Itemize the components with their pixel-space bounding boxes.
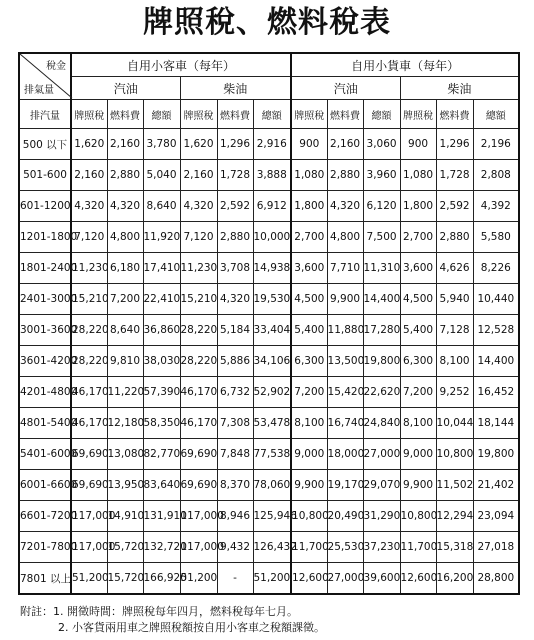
table-row: [19, 129, 519, 160]
displacement-cell: 7201-7800: [19, 532, 71, 563]
tax-value-cell: 69,690: [71, 470, 107, 501]
tax-value-cell: 51,200: [71, 563, 107, 595]
tax-value-cell: 125,946: [253, 501, 291, 532]
tax-value-cell: 5,886: [217, 346, 253, 377]
tax-value-cell: 8,226: [473, 253, 519, 284]
tax-value-cell: 7,200: [291, 377, 327, 408]
tax-value-cell: 19,800: [473, 439, 519, 470]
footnotes: [20, 604, 520, 636]
tax-value-cell: 3,888: [253, 160, 291, 191]
tax-value-cell: 117,000: [71, 532, 107, 563]
table-row: [19, 532, 519, 563]
tax-value-cell: 69,690: [180, 470, 217, 501]
tax-value-cell: 17,280: [363, 315, 400, 346]
fuel-header-truck-diesel: 柴油: [400, 77, 519, 100]
column-header-fuel-fee: 燃料費: [107, 100, 143, 129]
tax-value-cell: 78,060: [253, 470, 291, 501]
tax-value-cell: 39,600: [363, 563, 400, 595]
tax-value-cell: 4,392: [473, 191, 519, 222]
tax-value-cell: 27,018: [473, 532, 519, 563]
tax-value-cell: 15,210: [71, 284, 107, 315]
column-header-displacement: 排汽量: [19, 100, 71, 129]
tax-value-cell: 11,700: [291, 532, 327, 563]
tax-value-cell: 126,432: [253, 532, 291, 563]
tax-value-cell: 2,808: [473, 160, 519, 191]
tax-value-cell: 2,160: [107, 129, 143, 160]
tax-value-cell: 14,400: [473, 346, 519, 377]
tax-value-cell: 46,170: [71, 377, 107, 408]
tax-value-cell: 2,880: [217, 222, 253, 253]
group-header-passenger-car: 自用小客車（每年）: [71, 53, 291, 77]
tax-value-cell: 18,000: [327, 439, 363, 470]
table-row: [19, 191, 519, 222]
tax-value-cell: 28,220: [71, 346, 107, 377]
tax-value-cell: 4,320: [107, 191, 143, 222]
tax-value-cell: 2,160: [71, 160, 107, 191]
tax-value-cell: 9,810: [107, 346, 143, 377]
tax-value-cell: 5,940: [436, 284, 473, 315]
table-row: [19, 160, 519, 191]
table-row: [19, 501, 519, 532]
tax-value-cell: 13,080: [107, 439, 143, 470]
tax-value-cell: 24,840: [363, 408, 400, 439]
tax-value-cell: 1,296: [436, 129, 473, 160]
tax-value-cell: 2,160: [327, 129, 363, 160]
tax-value-cell: 3,960: [363, 160, 400, 191]
footnote-2: 2. 小客貨兩用車之牌照稅額按自用小客車之稅額課徵。: [58, 621, 325, 634]
footnote-1: 附註：1. 開徵時間：牌照稅每年四月，燃料稅每年七月。: [20, 605, 298, 618]
tax-value-cell: 19,530: [253, 284, 291, 315]
displacement-cell: 6601-7200: [19, 501, 71, 532]
fuel-header-truck-gasoline: 汽油: [291, 77, 400, 100]
tax-value-cell: 1,728: [217, 160, 253, 191]
tax-value-cell: 6,120: [363, 191, 400, 222]
tax-value-cell: 166,920: [143, 563, 180, 595]
tax-value-cell: 5,400: [291, 315, 327, 346]
tax-value-cell: 9,000: [291, 439, 327, 470]
tax-value-cell: 6,180: [107, 253, 143, 284]
tax-value-cell: 15,420: [327, 377, 363, 408]
column-header-fuel-fee: 燃料費: [327, 100, 363, 129]
tax-value-cell: 27,000: [327, 563, 363, 595]
displacement-cell: 2401-3000: [19, 284, 71, 315]
tax-value-cell: 38,030: [143, 346, 180, 377]
tax-value-cell: 58,350: [143, 408, 180, 439]
tax-value-cell: 9,432: [217, 532, 253, 563]
tax-value-cell: 83,640: [143, 470, 180, 501]
table-row: [19, 470, 519, 501]
tax-value-cell: 46,170: [180, 377, 217, 408]
column-header-license-tax: 牌照稅: [291, 100, 327, 129]
tax-value-cell: 1,800: [291, 191, 327, 222]
page-title: 牌照稅、燃料稅表: [143, 5, 391, 40]
tax-value-cell: 1,800: [400, 191, 436, 222]
table-row: [19, 315, 519, 346]
tax-value-cell: 13,950: [107, 470, 143, 501]
tax-value-cell: 69,690: [180, 439, 217, 470]
tax-value-cell: 1,080: [291, 160, 327, 191]
tax-value-cell: 21,402: [473, 470, 519, 501]
tax-value-cell: 117,000: [180, 501, 217, 532]
tax-value-cell: 2,700: [400, 222, 436, 253]
displacement-cell: 3001-3600: [19, 315, 71, 346]
tax-value-cell: 14,400: [363, 284, 400, 315]
tax-value-cell: 4,320: [71, 191, 107, 222]
corner-displacement-label: 排氣量: [24, 85, 54, 96]
tax-value-cell: 8,100: [436, 346, 473, 377]
column-header-total: 總額: [473, 100, 519, 129]
tax-value-cell: 8,100: [400, 408, 436, 439]
tax-value-cell: 5,400: [400, 315, 436, 346]
tax-value-cell: 9,252: [436, 377, 473, 408]
tax-value-cell: 8,100: [291, 408, 327, 439]
tax-value-cell: 4,500: [400, 284, 436, 315]
corner-tax-label: 稅金: [46, 61, 66, 72]
tax-value-cell: 7,120: [71, 222, 107, 253]
tax-value-cell: 7,120: [180, 222, 217, 253]
column-header-total: 總額: [253, 100, 291, 129]
tax-value-cell: 8,946: [217, 501, 253, 532]
tax-value-cell: -: [217, 563, 253, 595]
tax-value-cell: 15,318: [436, 532, 473, 563]
column-header-license-tax: 牌照稅: [400, 100, 436, 129]
tax-value-cell: 77,538: [253, 439, 291, 470]
tax-value-cell: 11,310: [363, 253, 400, 284]
tax-value-cell: 13,500: [327, 346, 363, 377]
tax-value-cell: 52,902: [253, 377, 291, 408]
tax-value-cell: 4,500: [291, 284, 327, 315]
tax-value-cell: 7,128: [436, 315, 473, 346]
tax-value-cell: 7,500: [363, 222, 400, 253]
displacement-cell: 7801 以上: [19, 563, 71, 595]
tax-value-cell: 5,184: [217, 315, 253, 346]
tax-value-cell: 15,720: [107, 563, 143, 595]
tax-value-cell: 10,800: [400, 501, 436, 532]
tax-value-cell: 33,404: [253, 315, 291, 346]
tax-value-cell: 9,900: [400, 470, 436, 501]
tax-value-cell: 10,800: [291, 501, 327, 532]
table-row: [19, 346, 519, 377]
tax-value-cell: 2,880: [327, 160, 363, 191]
displacement-cell: 501-600: [19, 160, 71, 191]
tax-value-cell: 8,640: [107, 315, 143, 346]
tax-value-cell: 22,620: [363, 377, 400, 408]
tax-value-cell: 3,708: [217, 253, 253, 284]
tax-value-cell: 4,800: [327, 222, 363, 253]
tax-value-cell: 10,440: [473, 284, 519, 315]
fuel-header-passenger-gasoline: 汽油: [71, 77, 180, 100]
tax-value-cell: 12,528: [473, 315, 519, 346]
tax-value-cell: 46,170: [71, 408, 107, 439]
tax-value-cell: 900: [291, 129, 327, 160]
column-header-total: 總額: [143, 100, 180, 129]
displacement-cell: 601-1200: [19, 191, 71, 222]
displacement-cell: 1201-1800: [19, 222, 71, 253]
tax-value-cell: 7,710: [327, 253, 363, 284]
displacement-cell: 3601-4200: [19, 346, 71, 377]
table-row: [19, 408, 519, 439]
tax-value-cell: 2,196: [473, 129, 519, 160]
tax-value-cell: 51,200: [180, 563, 217, 595]
tax-value-cell: 19,170: [327, 470, 363, 501]
tax-value-cell: 10,044: [436, 408, 473, 439]
tax-value-cell: 1,620: [180, 129, 217, 160]
column-header-license-tax: 牌照稅: [71, 100, 107, 129]
tax-value-cell: 57,390: [143, 377, 180, 408]
tax-value-cell: 3,060: [363, 129, 400, 160]
tax-value-cell: 3,600: [291, 253, 327, 284]
tax-value-cell: 132,720: [143, 532, 180, 563]
tax-value-cell: 1,620: [71, 129, 107, 160]
group-header-light-truck: 自用小貨車（每年）: [291, 53, 519, 77]
tax-value-cell: 12,600: [291, 563, 327, 595]
tax-value-cell: 17,410: [143, 253, 180, 284]
tax-value-cell: 1,080: [400, 160, 436, 191]
tax-value-cell: 11,920: [143, 222, 180, 253]
tax-value-cell: 7,308: [217, 408, 253, 439]
tax-value-cell: 9,900: [327, 284, 363, 315]
displacement-cell: 1801-2400: [19, 253, 71, 284]
tax-value-cell: 46,170: [180, 408, 217, 439]
tax-value-cell: 12,180: [107, 408, 143, 439]
tax-value-cell: 2,160: [180, 160, 217, 191]
corner-header-cell: [19, 53, 71, 100]
tax-table-body: [19, 129, 519, 595]
tax-value-cell: 27,000: [363, 439, 400, 470]
tax-value-cell: 900: [400, 129, 436, 160]
tax-value-cell: 2,880: [436, 222, 473, 253]
tax-value-cell: 10,000: [253, 222, 291, 253]
tax-value-cell: 6,300: [291, 346, 327, 377]
tax-value-cell: 2,592: [436, 191, 473, 222]
tax-value-cell: 8,370: [217, 470, 253, 501]
tax-value-cell: 25,530: [327, 532, 363, 563]
tax-value-cell: 4,800: [107, 222, 143, 253]
tax-value-cell: 11,230: [180, 253, 217, 284]
tax-value-cell: 9,900: [291, 470, 327, 501]
tax-value-cell: 82,770: [143, 439, 180, 470]
tax-value-cell: 11,700: [400, 532, 436, 563]
displacement-cell: 6001-6600: [19, 470, 71, 501]
tax-value-cell: 23,094: [473, 501, 519, 532]
tax-value-cell: 53,478: [253, 408, 291, 439]
tax-value-cell: 11,220: [107, 377, 143, 408]
tax-value-cell: 15,210: [180, 284, 217, 315]
tax-value-cell: 34,106: [253, 346, 291, 377]
tax-value-cell: 6,912: [253, 191, 291, 222]
tax-value-cell: 69,690: [71, 439, 107, 470]
tax-value-cell: 2,880: [107, 160, 143, 191]
table-row: [19, 439, 519, 470]
tax-value-cell: 131,910: [143, 501, 180, 532]
tax-value-cell: 5,040: [143, 160, 180, 191]
tax-value-cell: 31,290: [363, 501, 400, 532]
tax-value-cell: 16,740: [327, 408, 363, 439]
column-header-fuel-fee: 燃料費: [436, 100, 473, 129]
tax-value-cell: 51,200: [253, 563, 291, 595]
tax-value-cell: 28,220: [71, 315, 107, 346]
tax-value-cell: 2,592: [217, 191, 253, 222]
fuel-header-passenger-diesel: 柴油: [180, 77, 291, 100]
tax-value-cell: 7,200: [107, 284, 143, 315]
tax-value-cell: 18,144: [473, 408, 519, 439]
tax-value-cell: 12,294: [436, 501, 473, 532]
table-row: [19, 563, 519, 595]
displacement-cell: 4201-4800: [19, 377, 71, 408]
tax-value-cell: 2,700: [291, 222, 327, 253]
tax-value-cell: 117,000: [71, 501, 107, 532]
tax-value-cell: 3,600: [400, 253, 436, 284]
tax-value-cell: 2,916: [253, 129, 291, 160]
tax-value-cell: 9,000: [400, 439, 436, 470]
tax-value-cell: 28,220: [180, 315, 217, 346]
tax-value-cell: 22,410: [143, 284, 180, 315]
column-header-fuel-fee: 燃料費: [217, 100, 253, 129]
tax-value-cell: 4,320: [180, 191, 217, 222]
tax-value-cell: 4,320: [327, 191, 363, 222]
tax-value-cell: 19,800: [363, 346, 400, 377]
tax-value-cell: 5,580: [473, 222, 519, 253]
tax-value-cell: 6,732: [217, 377, 253, 408]
tax-value-cell: 28,220: [180, 346, 217, 377]
tax-value-cell: 28,800: [473, 563, 519, 595]
tax-value-cell: 6,300: [400, 346, 436, 377]
tax-value-cell: 11,230: [71, 253, 107, 284]
tax-value-cell: 11,502: [436, 470, 473, 501]
column-header-total: 總額: [363, 100, 400, 129]
tax-table: [18, 52, 520, 595]
tax-value-cell: 1,296: [217, 129, 253, 160]
tax-value-cell: 3,780: [143, 129, 180, 160]
tax-value-cell: 37,230: [363, 532, 400, 563]
column-header-license-tax: 牌照稅: [180, 100, 217, 129]
displacement-cell: 500 以下: [19, 129, 71, 160]
tax-value-cell: 16,200: [436, 563, 473, 595]
tax-value-cell: 1,728: [436, 160, 473, 191]
tax-value-cell: 36,860: [143, 315, 180, 346]
tax-value-cell: 7,848: [217, 439, 253, 470]
tax-value-cell: 12,600: [400, 563, 436, 595]
tax-value-cell: 15,720: [107, 532, 143, 563]
displacement-cell: 4801-5400: [19, 408, 71, 439]
table-row: [19, 284, 519, 315]
tax-value-cell: 11,880: [327, 315, 363, 346]
tax-value-cell: 29,070: [363, 470, 400, 501]
tax-value-cell: 8,640: [143, 191, 180, 222]
tax-value-cell: 20,490: [327, 501, 363, 532]
displacement-cell: 5401-6000: [19, 439, 71, 470]
tax-value-cell: 4,320: [217, 284, 253, 315]
tax-value-cell: 14,910: [107, 501, 143, 532]
table-row: [19, 253, 519, 284]
tax-value-cell: 117,000: [180, 532, 217, 563]
table-row: [19, 222, 519, 253]
tax-value-cell: 14,938: [253, 253, 291, 284]
table-row: [19, 377, 519, 408]
tax-value-cell: 4,626: [436, 253, 473, 284]
tax-value-cell: 7,200: [400, 377, 436, 408]
tax-value-cell: 16,452: [473, 377, 519, 408]
tax-value-cell: 10,800: [436, 439, 473, 470]
